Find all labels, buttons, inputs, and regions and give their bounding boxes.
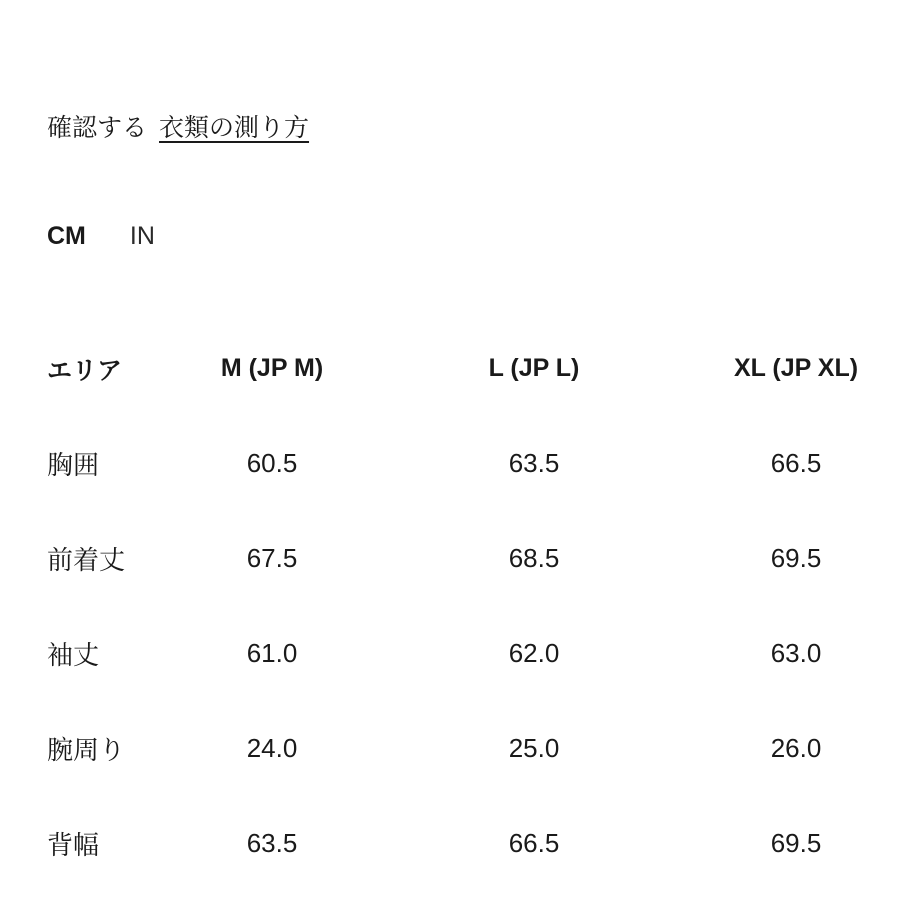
size-table-header-row bbox=[47, 321, 900, 416]
size-table bbox=[47, 321, 900, 891]
row-label: 腕周り bbox=[47, 735, 126, 765]
cell-value: 69.5 bbox=[770, 543, 822, 573]
table-row-sleeve-length bbox=[47, 606, 900, 701]
row-label: 背幅 bbox=[47, 830, 100, 860]
table-row-arm-circumference bbox=[47, 701, 900, 796]
cell-value: 61.0 bbox=[246, 638, 298, 668]
cell-value: 24.0 bbox=[246, 733, 298, 763]
cell-value: 68.5 bbox=[508, 543, 560, 573]
column-header-size-l: L (JP L) bbox=[488, 354, 580, 382]
cell-value: 66.5 bbox=[770, 448, 822, 478]
row-label: 袖丈 bbox=[47, 640, 100, 670]
column-header-size-m: M (JP M) bbox=[220, 354, 324, 382]
table-row-chest bbox=[47, 416, 900, 511]
cell-value: 67.5 bbox=[246, 543, 298, 573]
unit-cm-button[interactable]: CM bbox=[47, 222, 86, 250]
unit-in-button[interactable]: IN bbox=[129, 222, 155, 250]
clothing-measure-guide-link[interactable]: 衣類の測り方 bbox=[159, 114, 310, 142]
table-row-front-length bbox=[47, 511, 900, 606]
cell-value: 60.5 bbox=[246, 448, 298, 478]
unit-toggle bbox=[47, 222, 900, 251]
cell-value: 63.5 bbox=[508, 448, 560, 478]
cell-value: 62.0 bbox=[508, 638, 560, 668]
cell-value: 26.0 bbox=[770, 733, 822, 763]
cell-value: 25.0 bbox=[508, 733, 560, 763]
row-label: 前着丈 bbox=[47, 545, 126, 575]
row-label: 胸囲 bbox=[47, 450, 100, 480]
table-row-back-width bbox=[47, 796, 900, 891]
cell-value: 66.5 bbox=[508, 828, 560, 858]
cell-value: 63.0 bbox=[770, 638, 822, 668]
cell-value: 69.5 bbox=[770, 828, 822, 858]
cell-value: 63.5 bbox=[246, 828, 298, 858]
intro-text: 確認する bbox=[47, 114, 148, 142]
intro-line bbox=[47, 113, 900, 143]
column-header-area: エリア bbox=[47, 356, 123, 385]
column-header-size-xl: XL (JP XL) bbox=[733, 354, 859, 382]
